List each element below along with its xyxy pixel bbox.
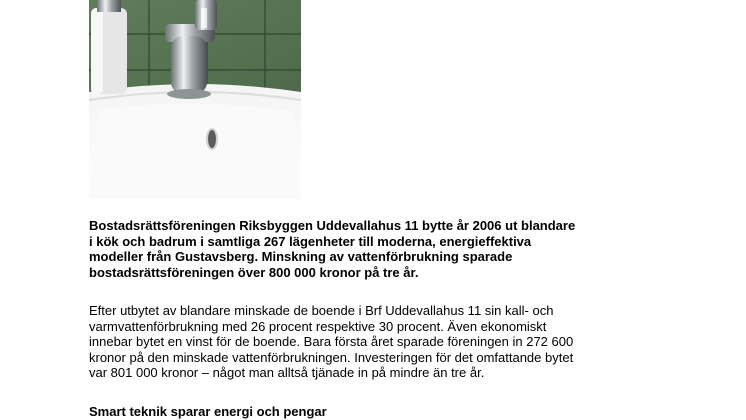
body-line: Efter utbytet av blandare minskade de boende i Brf Uddevallahus 11 sin kall- och <box>89 303 554 318</box>
lead-line: i kök och badrum i samtliga 267 lägenheter till moderna, energieffektiva <box>89 233 532 249</box>
body-line: innebar bytet en vinst för de boende. Bara första året sparade föreningen in 272 600 <box>89 334 574 349</box>
body-line: varmvattenförbrukning med 26 procent respektive 30 procent. Även ekonomiskt <box>89 318 547 334</box>
faucet-illustration <box>89 0 301 199</box>
lead-line: modeller från Gustavsberg. Minskning av vattenförbrukning sparade <box>89 249 513 264</box>
lead-paragraph <box>89 218 689 280</box>
lead-line: bostadsrättsföreningen över 800 000 kronor på tre år. <box>89 264 419 280</box>
body-line: var 801 000 kronor – något man alltså tjänade in på mindre än tre år. <box>89 365 485 380</box>
body-paragraph <box>89 303 689 381</box>
subheading: Smart teknik sparar energi och pengar <box>89 404 327 419</box>
faucet-photo <box>89 0 301 199</box>
lead-line: Bostadsrättsföreningen Riksbyggen Uddevallahus 11 bytte år 2006 ut blandare <box>89 218 576 233</box>
body-line: kronor på den minskade vattenförbrukningen. Investeringen för det omfattande bytet <box>89 349 574 365</box>
